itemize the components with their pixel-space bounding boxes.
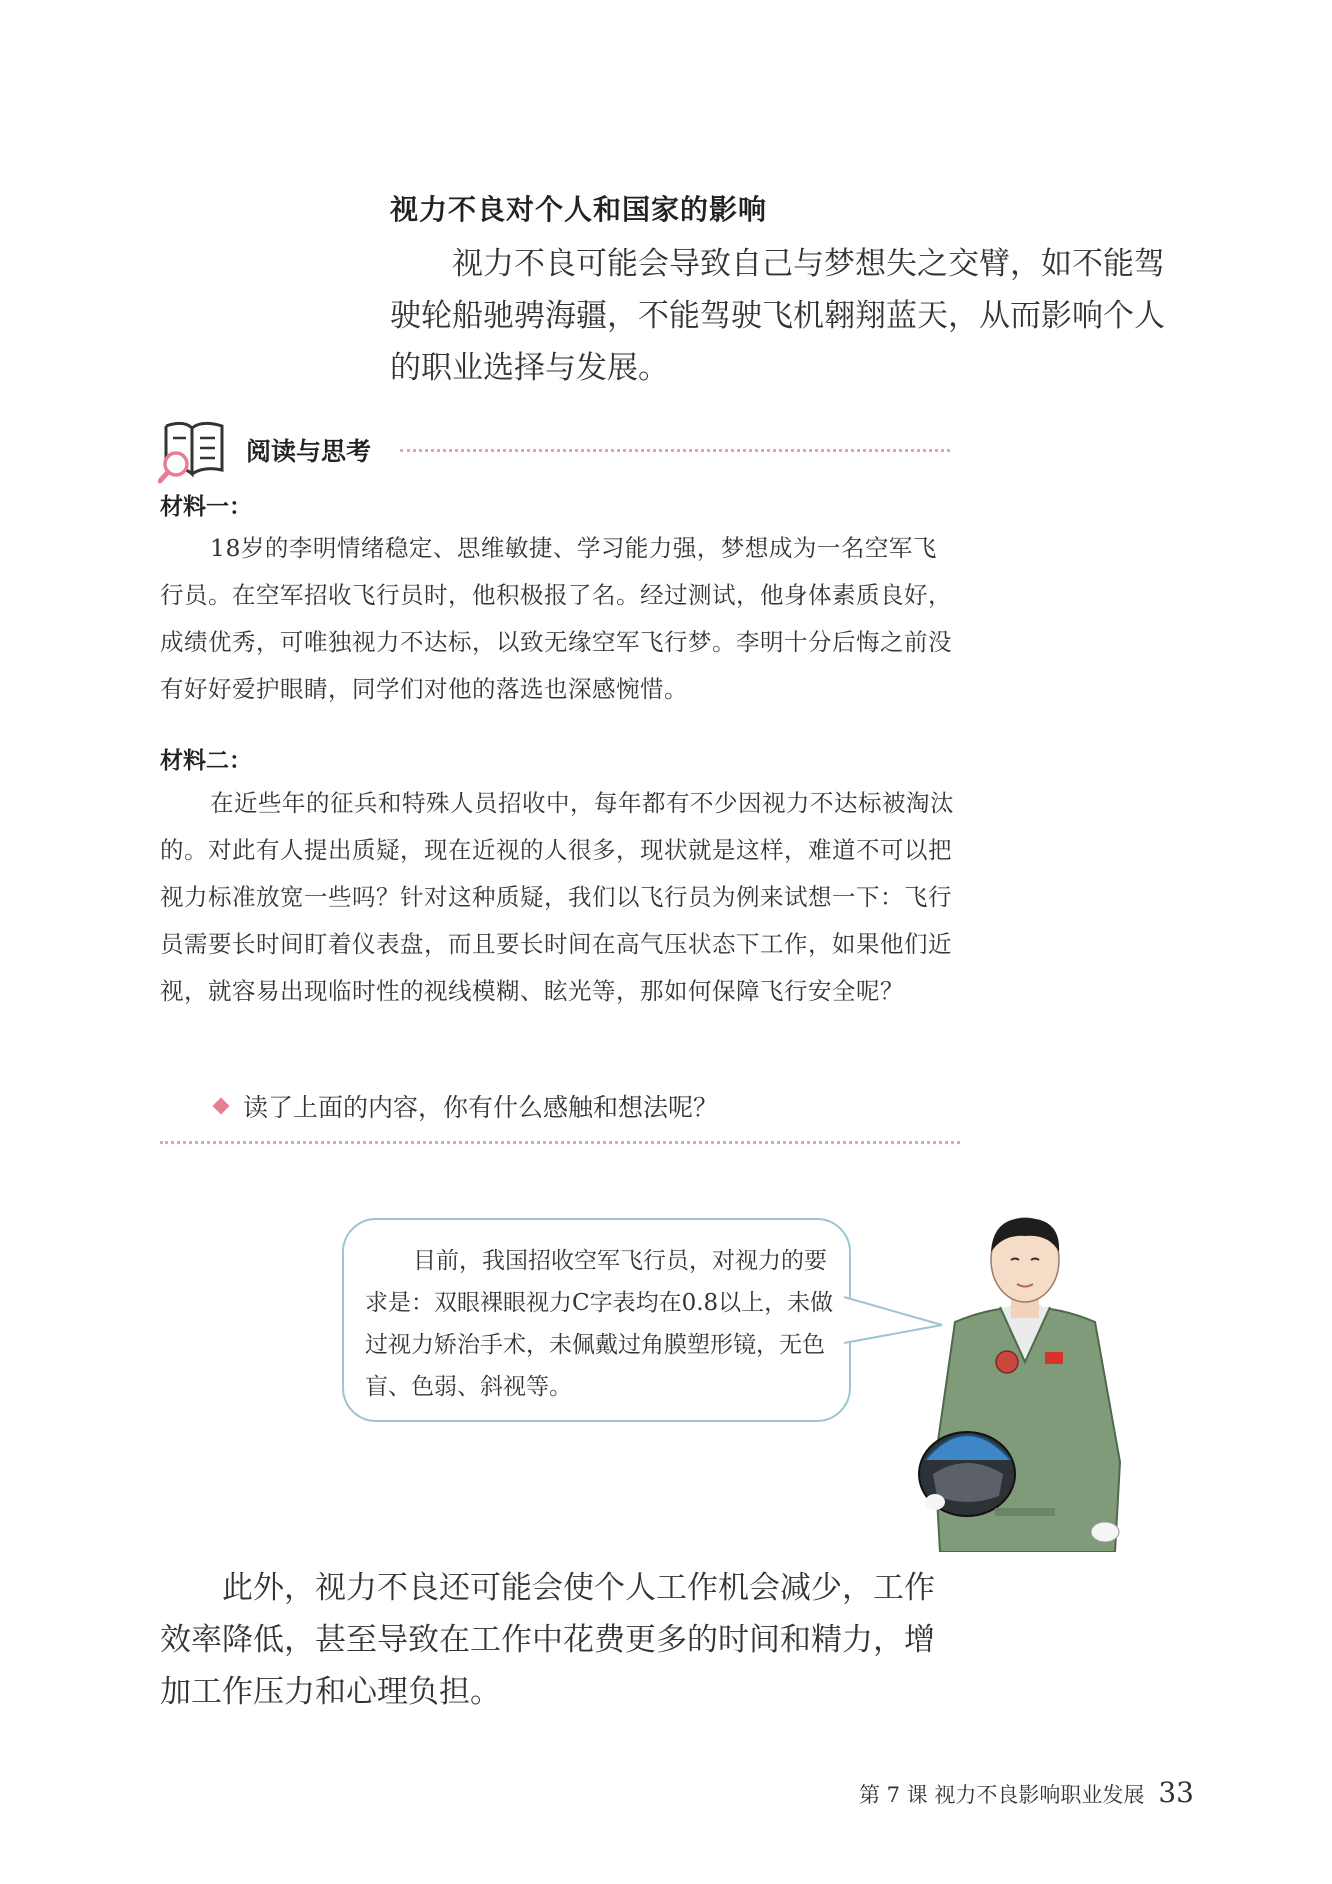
- question-text: 读了上面的内容，你有什么感触和想法呢？: [243, 1093, 719, 1122]
- dotted-divider-top: [400, 449, 950, 452]
- pilot-illustration: [915, 1212, 1135, 1552]
- material-two-text: 在近些年的征兵和特殊人员招收中，每年都有不少因视力不达标被淘汰的。对此有人提出质疑，现在近视的人很多，现状就是这样，难道不可以把视力标准放宽一些吗？针对这种质疑，我们以飞行员为例来试想一下：飞行员需要长时间盯着仪表盘，而且要长时间在高气压状态下工作，如果他们近视，就容易出现临时性的视线模糊、眩光等，那如何保障飞行安全呢？: [160, 789, 954, 1005]
- page-number: 33: [1158, 1776, 1194, 1809]
- material-one-title: 材料一：: [160, 494, 252, 520]
- diamond-bullet-icon: [213, 1098, 230, 1115]
- material-one-text: 18岁的李明情绪稳定、思维敏捷、学习能力强，梦想成为一名空军飞行员。在空军招收飞行员时，他积极报了名。经过测试，他身体素质良好，成绩优秀，可唯独视力不达标，以致无缘空军飞行梦。李明十分后悔之前没有好好爱护眼睛，同学们对他的落选也深感惋惜。: [160, 534, 952, 703]
- speech-bubble-text: 目前，我国招收空军飞行员，对视力的要求是：双眼裸眼视力C字表均在0.8以上，未做过视力矫治手术，未佩戴过角膜塑形镜，无色盲、色弱、斜视等。: [365, 1248, 834, 1400]
- section-title: 视力不良对个人和国家的影响: [390, 193, 768, 226]
- reflection-question: [215, 1088, 718, 1124]
- page-footer: [859, 1776, 1194, 1809]
- intro-paragraph: 视力不良可能会导致自己与梦想失之交臂，如不能驾驶轮船驰骋海疆，不能驾驶飞机翱翔蓝天，从而影响个人的职业选择与发展。: [390, 246, 1165, 386]
- reading-section-label: 阅读与思考: [246, 437, 372, 466]
- closing-paragraph: 此外，视力不良还可能会使个人工作机会减少，工作效率降低，甚至导致在工作中花费更多的时间和精力，增加工作压力和心理负担。: [160, 1570, 935, 1710]
- dotted-divider-bottom: [160, 1141, 960, 1144]
- lesson-title: 第 7 课 视力不良影响职业发展: [858, 1783, 1145, 1807]
- material-two-title: 材料二：: [160, 748, 252, 774]
- reading-magnifier-icon: [158, 418, 228, 484]
